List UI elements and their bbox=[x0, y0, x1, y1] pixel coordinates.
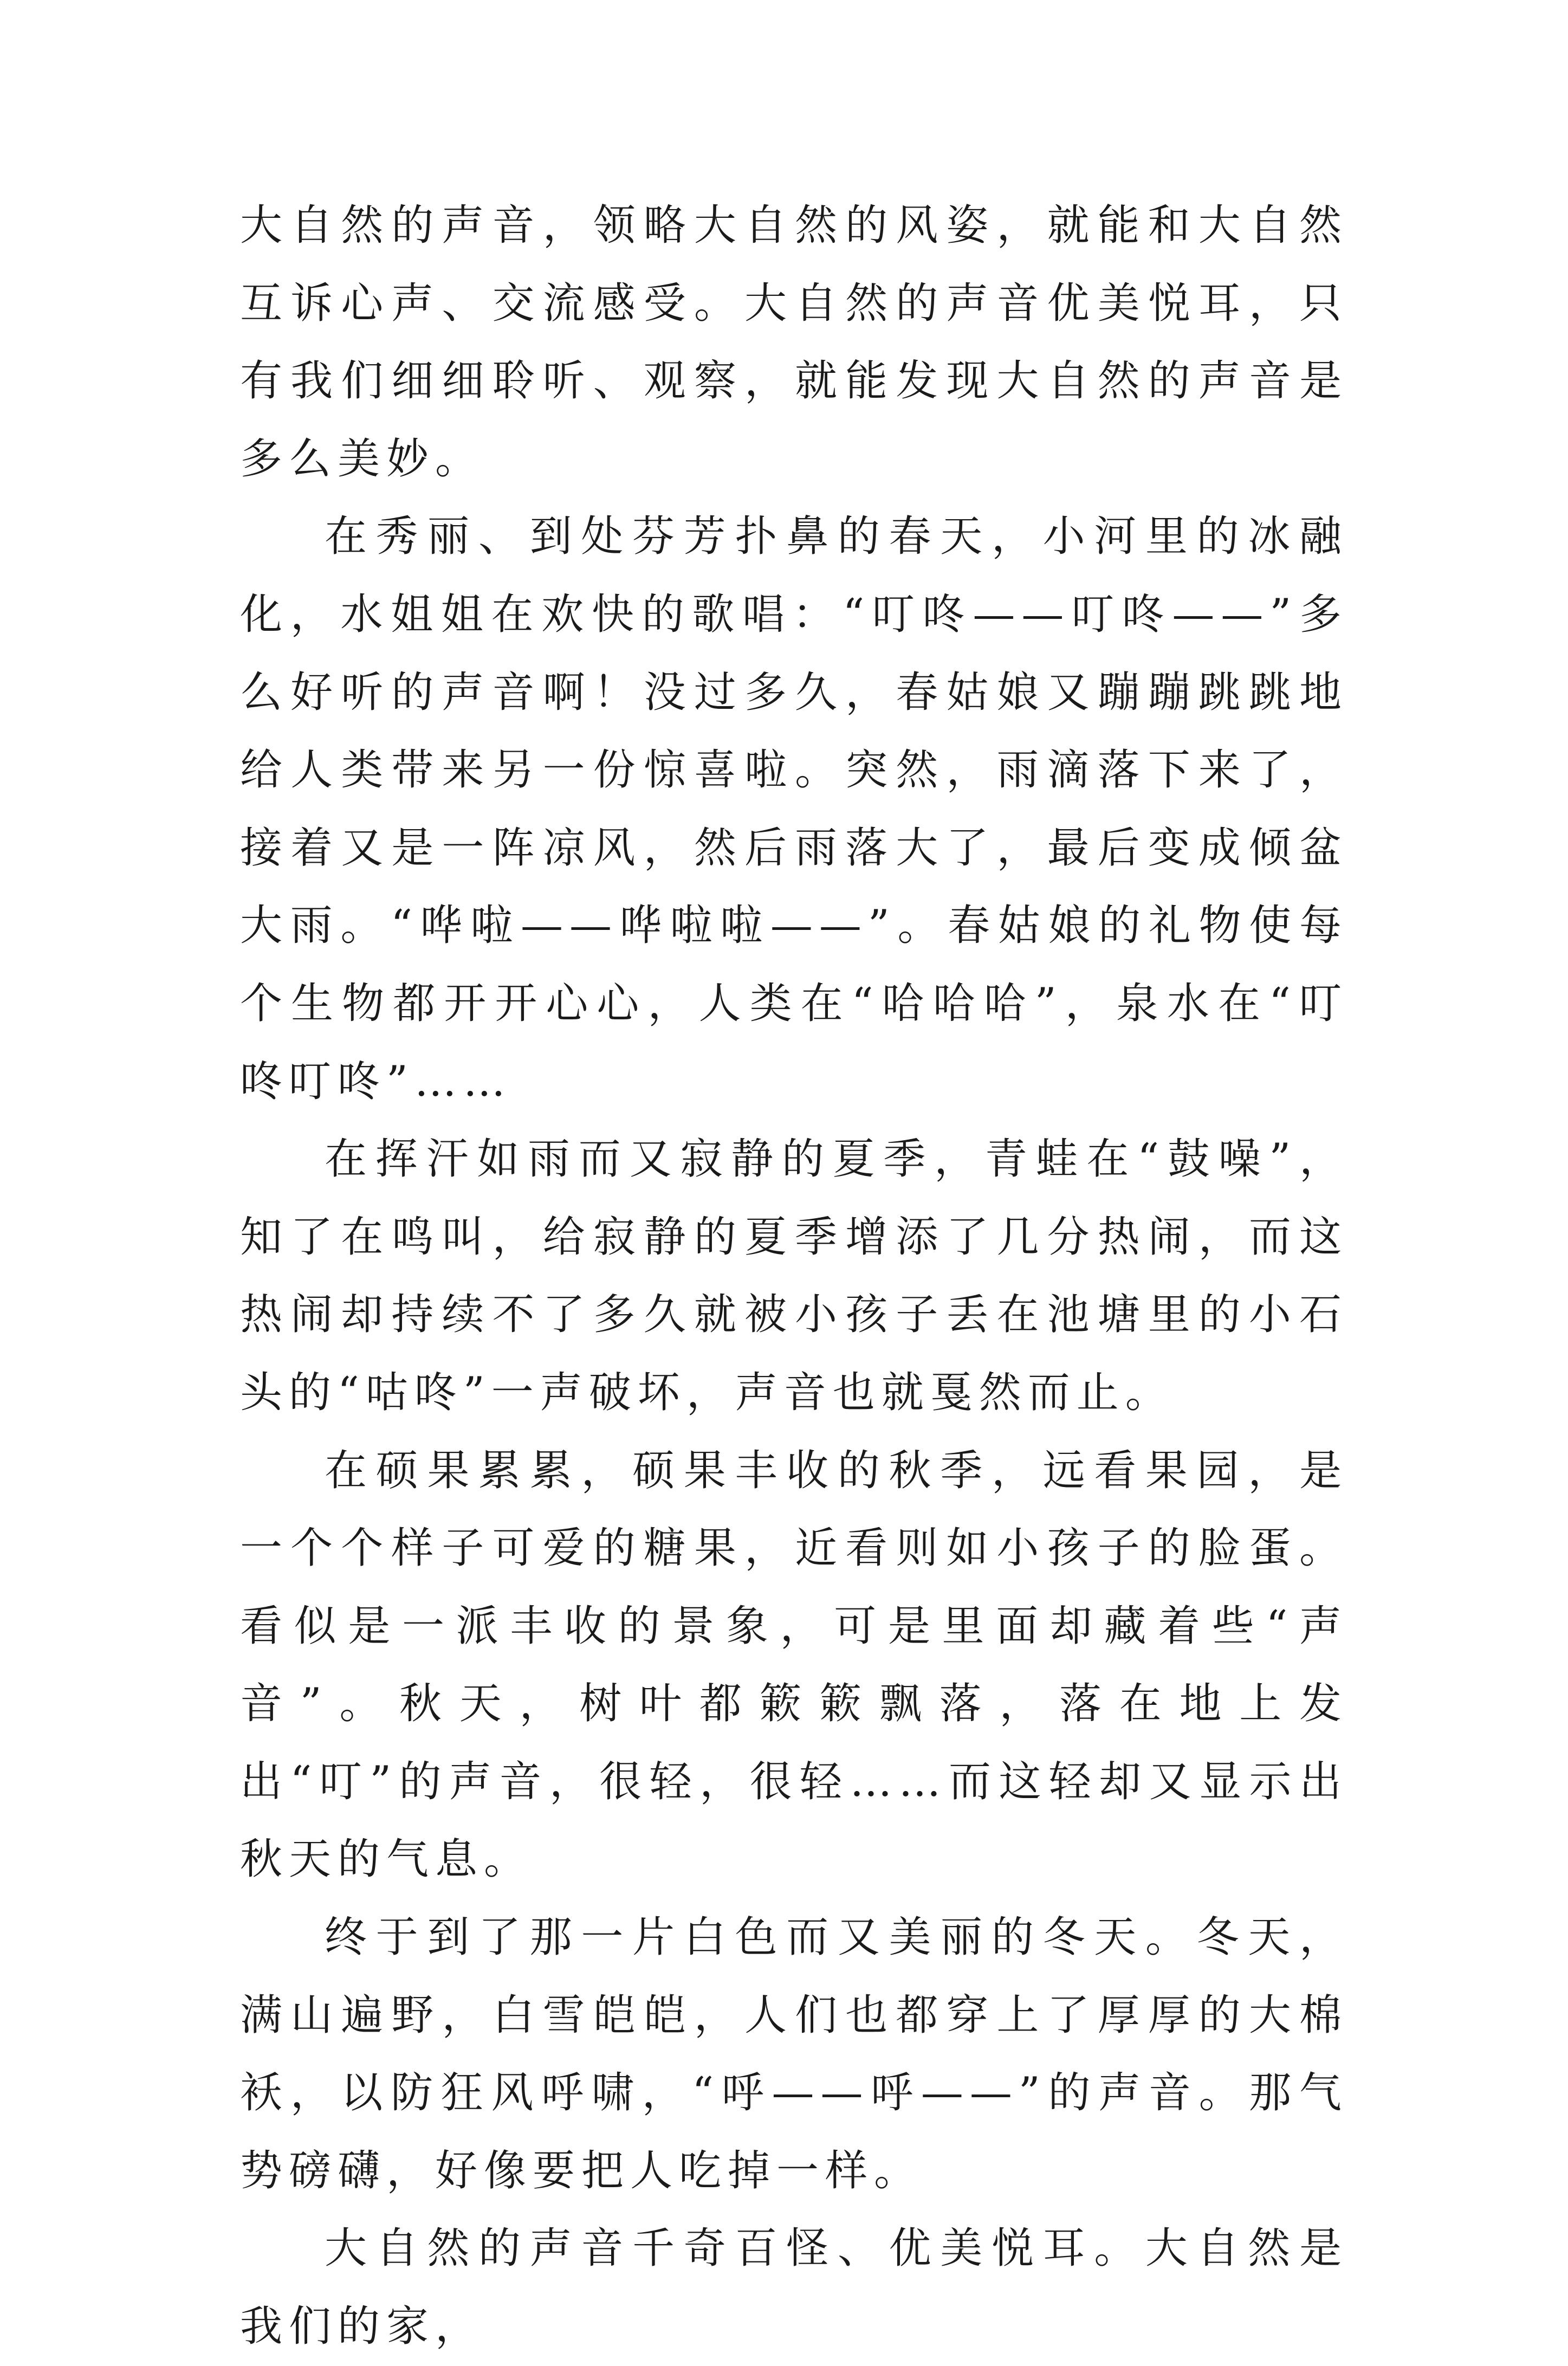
paragraph-summer: 在挥汗如雨而又寂静的夏季，青蛙在“鼓噪”，知了在鸣叫，给寂静的夏季增添了几分热闹，而这热闹却持续不了多久就被小孩子丢在池塘里的小石头的“咕咚”一声破坏，声音也就戛然而止。 bbox=[240, 1135, 1348, 1417]
essay-body bbox=[240, 187, 1348, 2366]
paragraph-winter: 终于到了那一片白色而又美丽的冬天。冬天，满山遍野，白雪皑皑，人们也都穿上了厚厚的大棉袄，以防狂风呼啸，“呼——呼——”的声音。那气势磅礴，好像要把人吃掉一样。 bbox=[240, 1913, 1348, 2195]
paragraph-conclusion: 大自然的声音千奇百怪、优美悦耳。大自然是我们的家， bbox=[240, 2224, 1348, 2351]
paragraph-1: 大自然的声音，领略大自然的风姿，就能和大自然互诉心声、交流感受。大自然的声音优美悦耳，只有我们细细聆听、观察，就能发现大自然的声音是多么美妙。 bbox=[240, 201, 1348, 483]
paragraph-autumn: 在硕果累累，硕果丰收的秋季，远看果园，是一个个样子可爱的糖果，近看则如小孩子的脸蛋。看似是一派丰收的景象，可是里面却藏着些“声音”。秋天，树叶都簌簌飘落，落在地上发出“叮”的声音，很轻，很轻……而这轻却又显示出秋天的气息。 bbox=[240, 1446, 1348, 1884]
paragraph-spring: 在秀丽、到处芬芳扑鼻的春天，小河里的冰融化，水姐姐在欢快的歌唱：“叮咚——叮咚——”多么好听的声音啊！没过多久，春姑娘又蹦蹦跳跳地给人类带来另一份惊喜啦。突然，雨滴落下来了，接着又是一阵凉风，然后雨落大了，最后变成倾盆大雨。“哗啦——哗啦啦——”。春姑娘的礼物使每个生物都开开心心，人类在“哈哈哈”，泉水在“叮咚叮咚”…… bbox=[240, 512, 1348, 1106]
